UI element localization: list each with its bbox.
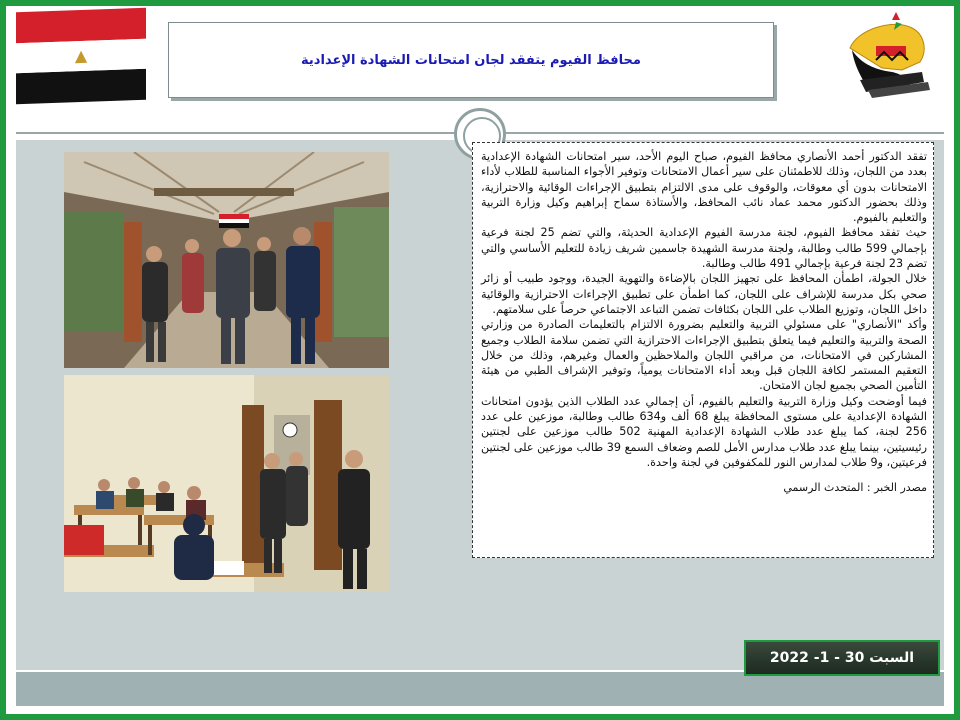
news-article (472, 142, 934, 558)
visit-photo-classroom (64, 375, 389, 592)
date-badge (744, 640, 940, 676)
governorate-logo-icon (832, 10, 942, 120)
page-title: محافظ الفيوم يتفقد لجان امتحانات الشهادة الإعدادية (301, 52, 641, 68)
date-label: السبت 30 - 1- 2022 (769, 650, 915, 666)
footer-band (16, 672, 944, 706)
article-paragraph: خلال الجولة، اطمأن المحافظ على تجهيز اللجان بالإضاءة والتهوية الجيدة، ووجود طبيب أو زائر صحي بكل مدرسة للإشراف على اللجان، كما اطمأن على تطبيق الإجراءات الاحترازية والوقائية داخل اللجان، وتوزيع الطلاب على اللجان بكثافات تضمن التباعد الاجتماعي حرصاً على سلامتهم. (481, 272, 927, 316)
article-paragraph: وأكد "الأنصاري" على مسئولي التربية والتعليم بضرورة الالتزام بالتعليمات الصادرة من وزارتي الصحة والتربية والتعليم فيما يتعلق بتطبيق الإجراءات الاحترازية التي تضمن سلامة الطلاب وجميع المشاركين في الامتحانات، من مراقبي اللجان والملاحظين والعمال وغيرهم، وذلك من خلال التعقيم المستمر لكافة اللجان قبل وبعد أداء الامتحانات يومياً، وتوفير الإشراف الطبي من هيئة التأمين الصحي بجميع لجان الامتحان. (481, 318, 927, 393)
article-source: مصدر الخبر : المتحدث الرسمي (783, 481, 927, 495)
visit-photo-corridor (64, 152, 389, 368)
egypt-flag-icon: ▲ (16, 8, 146, 105)
article-paragraph: فيما أوضحت وكيل وزارة التربية والتعليم بالفيوم، أن إجمالي عدد الطلاب الذين يؤدون امتحانات الشهادة الإعدادية على مستوى المحافظة يبلغ 68 ألف و634 طالب وطالبة، موزعين على عدد 256 لجنة، كما يبلغ عدد طلاب الشهادة الإعدادية المهنية 502 طالب موزعين على لجنتين رئيسيتين، بينما يبلغ عدد طلاب مدارس الأمل للصم وضعاف السمع 39 طالب موزعين على لجنتين فرعيتين، و9 طلاب لمدارس النور للمكفوفين في لجنة واحدة. (481, 394, 927, 469)
article-paragraph: تفقد الدكتور أحمد الأنصاري محافظ الفيوم، صباح اليوم الأحد، سير امتحانات الشهادة الإعدادية بعدد من اللجان، وذلك للاطمئنان على سير أعمال الامتحانات وتوفير الأجواء المناسبة للطلاب لأداء الامتحانات بدون أي معوقات، والوقوف على مدى الالتزام بتطبيق الإجراءات الوقائية والاحترازية، وذلك بحضور الدكتور محمد عماد نائب المحافظ، والأستاذة سماح إبراهيم وكيل وزارة التربية والتعليم بالفيوم. (481, 150, 927, 225)
article-paragraph: حيث تفقد محافظ الفيوم، لجنة مدرسة الفيوم الإعدادية الحديثة، والتي تضم 25 لجنة فرعية بإجمالي 599 طالب وطالبة، ولجنة مدرسة الشهيدة جاسمين شريف زيادة للتعليم الأساسي والتي تضم 23 لجنة فرعية بإجمالي 491 طالب وطالبة. (481, 226, 927, 271)
headline-box (168, 22, 774, 98)
